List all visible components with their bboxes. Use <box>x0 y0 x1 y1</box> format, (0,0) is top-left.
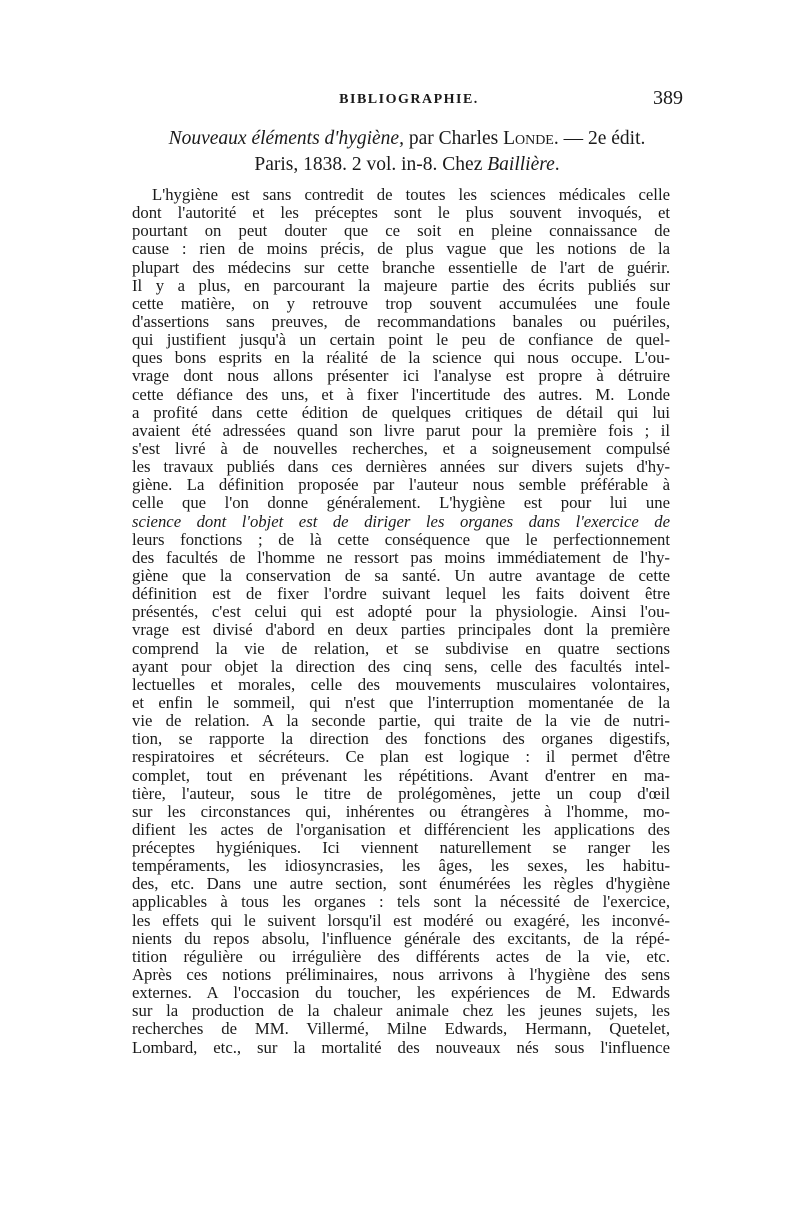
text-line-italic: science dont l'objet est de diriger les organes dans l'exercice de <box>132 511 670 531</box>
text-line: avaient été adressées quand son livre parut pour la première fois ; il <box>132 420 670 440</box>
entry-line-1 <box>128 126 686 152</box>
text-line: giène que la conservation de sa santé. Un autre avantage de cette <box>132 565 670 585</box>
bibliographic-entry <box>128 126 686 178</box>
text-line: cette défiance des uns, et à fixer l'incertitude des autres. M. Londe <box>132 384 670 404</box>
text-line: recherches de MM. Villermé, Milne Edwards, Hermann, Quetelet, <box>132 1019 670 1039</box>
text-line: comprend la vie de relation, et se subdivise en quatre sections <box>132 638 670 658</box>
text-line: présentés, c'est celui qui est adopté pour la physiologie. Ainsi l'ou- <box>132 602 670 622</box>
text-line: cette matière, on y retrouve trop souvent accumulées une foule <box>132 293 670 313</box>
text-line: tition régulière ou irrégulière des différents actes de la vie, etc. <box>132 946 670 966</box>
page-number: 389 <box>653 87 683 109</box>
running-header <box>135 87 683 116</box>
text-line: vrage est divisé d'abord en deux parties principales dont la première <box>132 620 670 640</box>
entry-imprint: Paris, 1838. 2 vol. in-8. Chez <box>254 154 483 175</box>
text-line: applicables à tous les organes : tels sont la nécessité de l'exercice, <box>132 892 670 912</box>
text-line: préceptes hygiéniques. Ici viennent naturellement se ranger les <box>132 838 670 858</box>
text-line: plupart des médecins sur cette branche essentielle de l'art de guérir. <box>132 257 670 277</box>
author-surname: Londe <box>503 128 554 149</box>
text-line: dont l'autorité et les préceptes sont le plus souvent invoqués, et <box>132 203 670 223</box>
text-line: Après ces notions préliminaires, nous arrivons à l'hygiène des sens <box>132 965 670 985</box>
text-line: L'hygiène est sans contredit de toutes les sciences médicales celle <box>152 185 670 204</box>
review-body <box>132 186 670 1057</box>
entry-line-2 <box>128 152 686 178</box>
text-line: tempéraments, les idiosyncrasies, les âges, les sexes, les habitu- <box>132 856 670 876</box>
text-line: a profité dans cette édition de quelques critiques de détail qui lui <box>132 402 670 422</box>
text-line: leurs fonctions ; de là cette conséquence que le perfectionnement <box>132 529 670 549</box>
entry-end: . <box>554 154 560 175</box>
text-line: tion, se rapporte la direction des fonctions des organes digestifs, <box>132 729 670 749</box>
text-line: vie de relation. A la seconde partie, qui traite de la vie de nutri- <box>132 711 670 731</box>
publisher-name: Baillière <box>487 154 555 175</box>
entry-edition: . — 2e édit. <box>553 128 646 149</box>
text-line: difient les actes de l'organisation et différencient les applications des <box>132 819 670 839</box>
text-line: les travaux publiés dans ces dernières années sur divers sujets d'hy- <box>132 457 670 477</box>
text-line: ayant pour objet la direction des cinq sens, celle des facultés intel- <box>132 656 670 676</box>
text-line: sur la production de la chaleur animale chez les jeunes sujets, les <box>132 1001 670 1021</box>
text-line: des facultés de l'homme ne ressort pas moins immédiatement de l'hy- <box>132 547 670 567</box>
text-line: lectuelles et morales, celle des mouvements musculaires volontaires, <box>132 674 670 694</box>
text-line: tière, l'auteur, sous le titre de prolégomènes, jette un coup d'œil <box>132 783 670 803</box>
text-line: complet, tout en prévenant les répétitions. Avant d'entrer en ma- <box>132 765 670 785</box>
text-line: les effets qui le suivent lorsqu'il est modéré ou exagéré, les inconvé- <box>132 910 670 930</box>
text-line: cause : rien de moins précis, de plus vague que les notions de la <box>132 239 670 259</box>
text-line: sur les circonstances qui, inhérentes ou étrangères à l'homme, mo- <box>132 801 670 821</box>
text-line: ques bons esprits en la réalité de la science qui nous occupe. L'ou- <box>132 348 670 368</box>
entry-by: par Charles <box>408 128 499 149</box>
text-line: giène. La définition proposée par l'auteur nous semble préférable à <box>132 475 670 495</box>
text-line: d'assertions sans preuves, de recommandations banales ou puériles, <box>132 311 670 331</box>
text-line: celle que l'on donne généralement. L'hygiène est pour lui une <box>132 493 670 513</box>
running-title: BIBLIOGRAPHIE. <box>339 92 479 107</box>
text-line: vrage dont nous allons présenter ici l'analyse est propre à détruire <box>132 366 670 386</box>
text-line: Il y a plus, en parcourant la majeure partie des écrits publiés sur <box>132 275 670 295</box>
text-line: définition est de fixer l'ordre suivant lequel les faits doivent être <box>132 584 670 604</box>
text-line: et enfin le sommeil, qui n'est que l'interruption momentanée de la <box>132 692 670 712</box>
book-title: Nouveaux éléments d'hygiène, <box>168 128 404 149</box>
text-line: nients du repos absolu, l'influence générale des excitants, de la répé- <box>132 928 670 948</box>
text-line: qui justifient jusqu'à un certain point le peu de confiance de quel- <box>132 330 670 350</box>
text-line: externes. A l'occasion du toucher, les expériences de M. Edwards <box>132 983 670 1003</box>
text-line: respiratoires et sécréteurs. Ce plan est logique : il permet d'être <box>132 747 670 767</box>
text-line: des, etc. Dans une autre section, sont énumérées les règles d'hygiène <box>132 874 670 894</box>
text-line: pourtant on peut douter que ce soit en pleine connaissance de <box>132 221 670 241</box>
text-line: Lombard, etc., sur la mortalité des nouveaux nés sous l'influence <box>132 1037 670 1057</box>
text-line: s'est livré à de nouvelles recherches, et a soigneusement compulsé <box>132 438 670 458</box>
